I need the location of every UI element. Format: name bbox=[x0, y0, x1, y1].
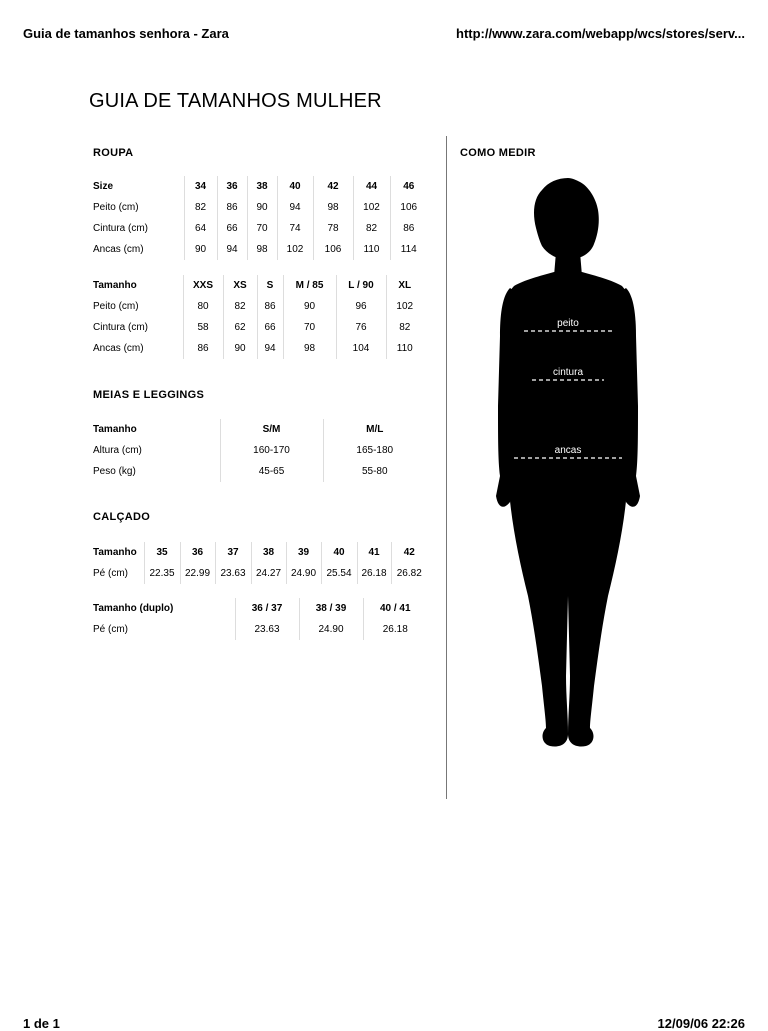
table-row bbox=[93, 239, 427, 260]
table-cell: 70 bbox=[283, 317, 336, 338]
table-cell: 165-180 bbox=[323, 440, 426, 461]
table-header-cell: 38 bbox=[251, 542, 286, 563]
column-divider bbox=[446, 136, 447, 799]
table-cell: 80 bbox=[183, 296, 223, 317]
table-cell: 114 bbox=[390, 239, 427, 260]
table-row-label: Ancas (cm) bbox=[93, 343, 144, 354]
table-cell: 96 bbox=[336, 296, 386, 317]
table-row bbox=[93, 317, 423, 338]
table-header-cell: Size bbox=[93, 181, 114, 192]
table-header-cell: Tamanho bbox=[93, 280, 137, 291]
browser-page-url: http://www.zara.com/webapp/wcs/stores/serv... bbox=[456, 26, 745, 41]
table-cell: 98 bbox=[283, 338, 336, 359]
table-header-cell: 37 bbox=[215, 542, 251, 563]
table-cell: 66 bbox=[257, 317, 283, 338]
table-header-cell: XL bbox=[386, 275, 423, 296]
table-cell: 106 bbox=[390, 197, 427, 218]
table-cell: 82 bbox=[223, 296, 257, 317]
table-cell: 90 bbox=[223, 338, 257, 359]
table-header-cell: 44 bbox=[353, 176, 390, 197]
table-header-cell: S bbox=[257, 275, 283, 296]
table-cell: 24.90 bbox=[286, 563, 321, 584]
calcado-size-table bbox=[93, 542, 427, 584]
table-row-label: Peso (kg) bbox=[93, 466, 136, 477]
table-header-cell: 34 bbox=[184, 176, 217, 197]
table-cell: 55-80 bbox=[323, 461, 426, 482]
table-header-row bbox=[93, 275, 423, 296]
table-cell: 25.54 bbox=[321, 563, 357, 584]
table-cell: 26.18 bbox=[357, 563, 391, 584]
table-row bbox=[93, 197, 427, 218]
table-cell: 102 bbox=[386, 296, 423, 317]
table-header-cell: XS bbox=[223, 275, 257, 296]
table-cell: 22.35 bbox=[144, 563, 180, 584]
table-cell: 58 bbox=[183, 317, 223, 338]
table-row bbox=[93, 218, 427, 239]
table-header-cell: 36 bbox=[180, 542, 215, 563]
table-header-row bbox=[93, 542, 427, 563]
table-header-cell: 42 bbox=[391, 542, 427, 563]
table-header-cell: 46 bbox=[390, 176, 427, 197]
table-cell: 64 bbox=[184, 218, 217, 239]
table-cell: 82 bbox=[386, 317, 423, 338]
table-header-row bbox=[93, 598, 427, 619]
table-cell: 94 bbox=[257, 338, 283, 359]
table-cell: 110 bbox=[353, 239, 390, 260]
table-header-cell: 40 bbox=[321, 542, 357, 563]
table-row bbox=[93, 563, 427, 584]
section-heading-calcado: CALÇADO bbox=[93, 511, 151, 523]
meias-size-table bbox=[93, 419, 426, 482]
table-cell: 98 bbox=[247, 239, 277, 260]
table-cell: 102 bbox=[277, 239, 313, 260]
table-row-label: Altura (cm) bbox=[93, 445, 142, 456]
table-cell: 78 bbox=[313, 218, 353, 239]
table-cell: 86 bbox=[390, 218, 427, 239]
table-cell: 70 bbox=[247, 218, 277, 239]
table-row-label: Pé (cm) bbox=[93, 568, 128, 579]
table-row-label: Pé (cm) bbox=[93, 624, 128, 635]
body-silhouette bbox=[488, 176, 648, 756]
table-header-cell: Tamanho bbox=[93, 547, 137, 558]
label-cintura: cintura bbox=[552, 367, 584, 378]
table-row bbox=[93, 338, 423, 359]
table-row-label: Peito (cm) bbox=[93, 202, 139, 213]
table-cell: 26.82 bbox=[391, 563, 427, 584]
table-cell: 22.99 bbox=[180, 563, 215, 584]
table-cell: 86 bbox=[217, 197, 247, 218]
table-cell: 98 bbox=[313, 197, 353, 218]
table-header-cell: Tamanho bbox=[93, 424, 137, 435]
table-row bbox=[93, 440, 426, 461]
print-timestamp: 12/09/06 22:26 bbox=[657, 1016, 745, 1031]
table-row-label: Ancas (cm) bbox=[93, 244, 144, 255]
table-row-label: Peito (cm) bbox=[93, 301, 139, 312]
table-header-cell: XXS bbox=[183, 275, 223, 296]
table-cell: 106 bbox=[313, 239, 353, 260]
table-header-cell: M / 85 bbox=[283, 275, 336, 296]
table-header-cell: 41 bbox=[357, 542, 391, 563]
table-cell: 23.63 bbox=[215, 563, 251, 584]
table-cell: 23.63 bbox=[235, 619, 299, 640]
table-row bbox=[93, 296, 423, 317]
label-ancas: ancas bbox=[554, 445, 582, 456]
table-header-cell: 38 / 39 bbox=[299, 598, 363, 619]
table-header-cell: S/M bbox=[220, 419, 323, 440]
table-row bbox=[93, 461, 426, 482]
table-cell: 86 bbox=[257, 296, 283, 317]
table-header-cell: 36 bbox=[217, 176, 247, 197]
table-cell: 76 bbox=[336, 317, 386, 338]
body-measurement-figure bbox=[488, 176, 648, 756]
table-cell: 94 bbox=[217, 239, 247, 260]
table-row bbox=[93, 619, 427, 640]
table-header-cell: Tamanho (duplo) bbox=[93, 603, 174, 614]
table-cell: 94 bbox=[277, 197, 313, 218]
table-header-cell: 38 bbox=[247, 176, 277, 197]
table-cell: 74 bbox=[277, 218, 313, 239]
table-header-cell: L / 90 bbox=[336, 275, 386, 296]
table-header-cell: M/L bbox=[323, 419, 426, 440]
page-count: 1 de 1 bbox=[23, 1016, 60, 1031]
table-header-row bbox=[93, 176, 427, 197]
table-header-cell: 39 bbox=[286, 542, 321, 563]
table-cell: 86 bbox=[183, 338, 223, 359]
table-cell: 110 bbox=[386, 338, 423, 359]
page-title: GUIA DE TAMANHOS MULHER bbox=[89, 90, 382, 112]
table-row-label: Cintura (cm) bbox=[93, 223, 149, 234]
roupa-size-table bbox=[93, 176, 427, 260]
section-heading-como-medir: COMO MEDIR bbox=[460, 147, 536, 159]
label-peito: peito bbox=[557, 318, 579, 329]
table-header-cell: 35 bbox=[144, 542, 180, 563]
table-cell: 160-170 bbox=[220, 440, 323, 461]
table-header-cell: 40 / 41 bbox=[363, 598, 427, 619]
table-header-cell: 40 bbox=[277, 176, 313, 197]
table-cell: 45-65 bbox=[220, 461, 323, 482]
table-cell: 24.90 bbox=[299, 619, 363, 640]
table-header-row bbox=[93, 419, 426, 440]
calcado-double-size-table bbox=[93, 598, 427, 640]
table-cell: 26.18 bbox=[363, 619, 427, 640]
table-cell: 90 bbox=[283, 296, 336, 317]
table-cell: 62 bbox=[223, 317, 257, 338]
table-cell: 82 bbox=[353, 218, 390, 239]
table-header-cell: 42 bbox=[313, 176, 353, 197]
browser-page-title: Guia de tamanhos senhora - Zara bbox=[23, 26, 229, 41]
section-heading-meias: MEIAS E LEGGINGS bbox=[93, 389, 205, 401]
table-cell: 104 bbox=[336, 338, 386, 359]
table-cell: 66 bbox=[217, 218, 247, 239]
table-header-cell: 36 / 37 bbox=[235, 598, 299, 619]
table-cell: 90 bbox=[247, 197, 277, 218]
table-cell: 90 bbox=[184, 239, 217, 260]
table-cell: 102 bbox=[353, 197, 390, 218]
table-cell: 24.27 bbox=[251, 563, 286, 584]
roupa-letter-size-table bbox=[93, 275, 423, 359]
section-heading-roupa: ROUPA bbox=[93, 147, 134, 159]
table-row-label: Cintura (cm) bbox=[93, 322, 149, 333]
table-cell: 82 bbox=[184, 197, 217, 218]
silhouette-shape bbox=[496, 178, 640, 747]
